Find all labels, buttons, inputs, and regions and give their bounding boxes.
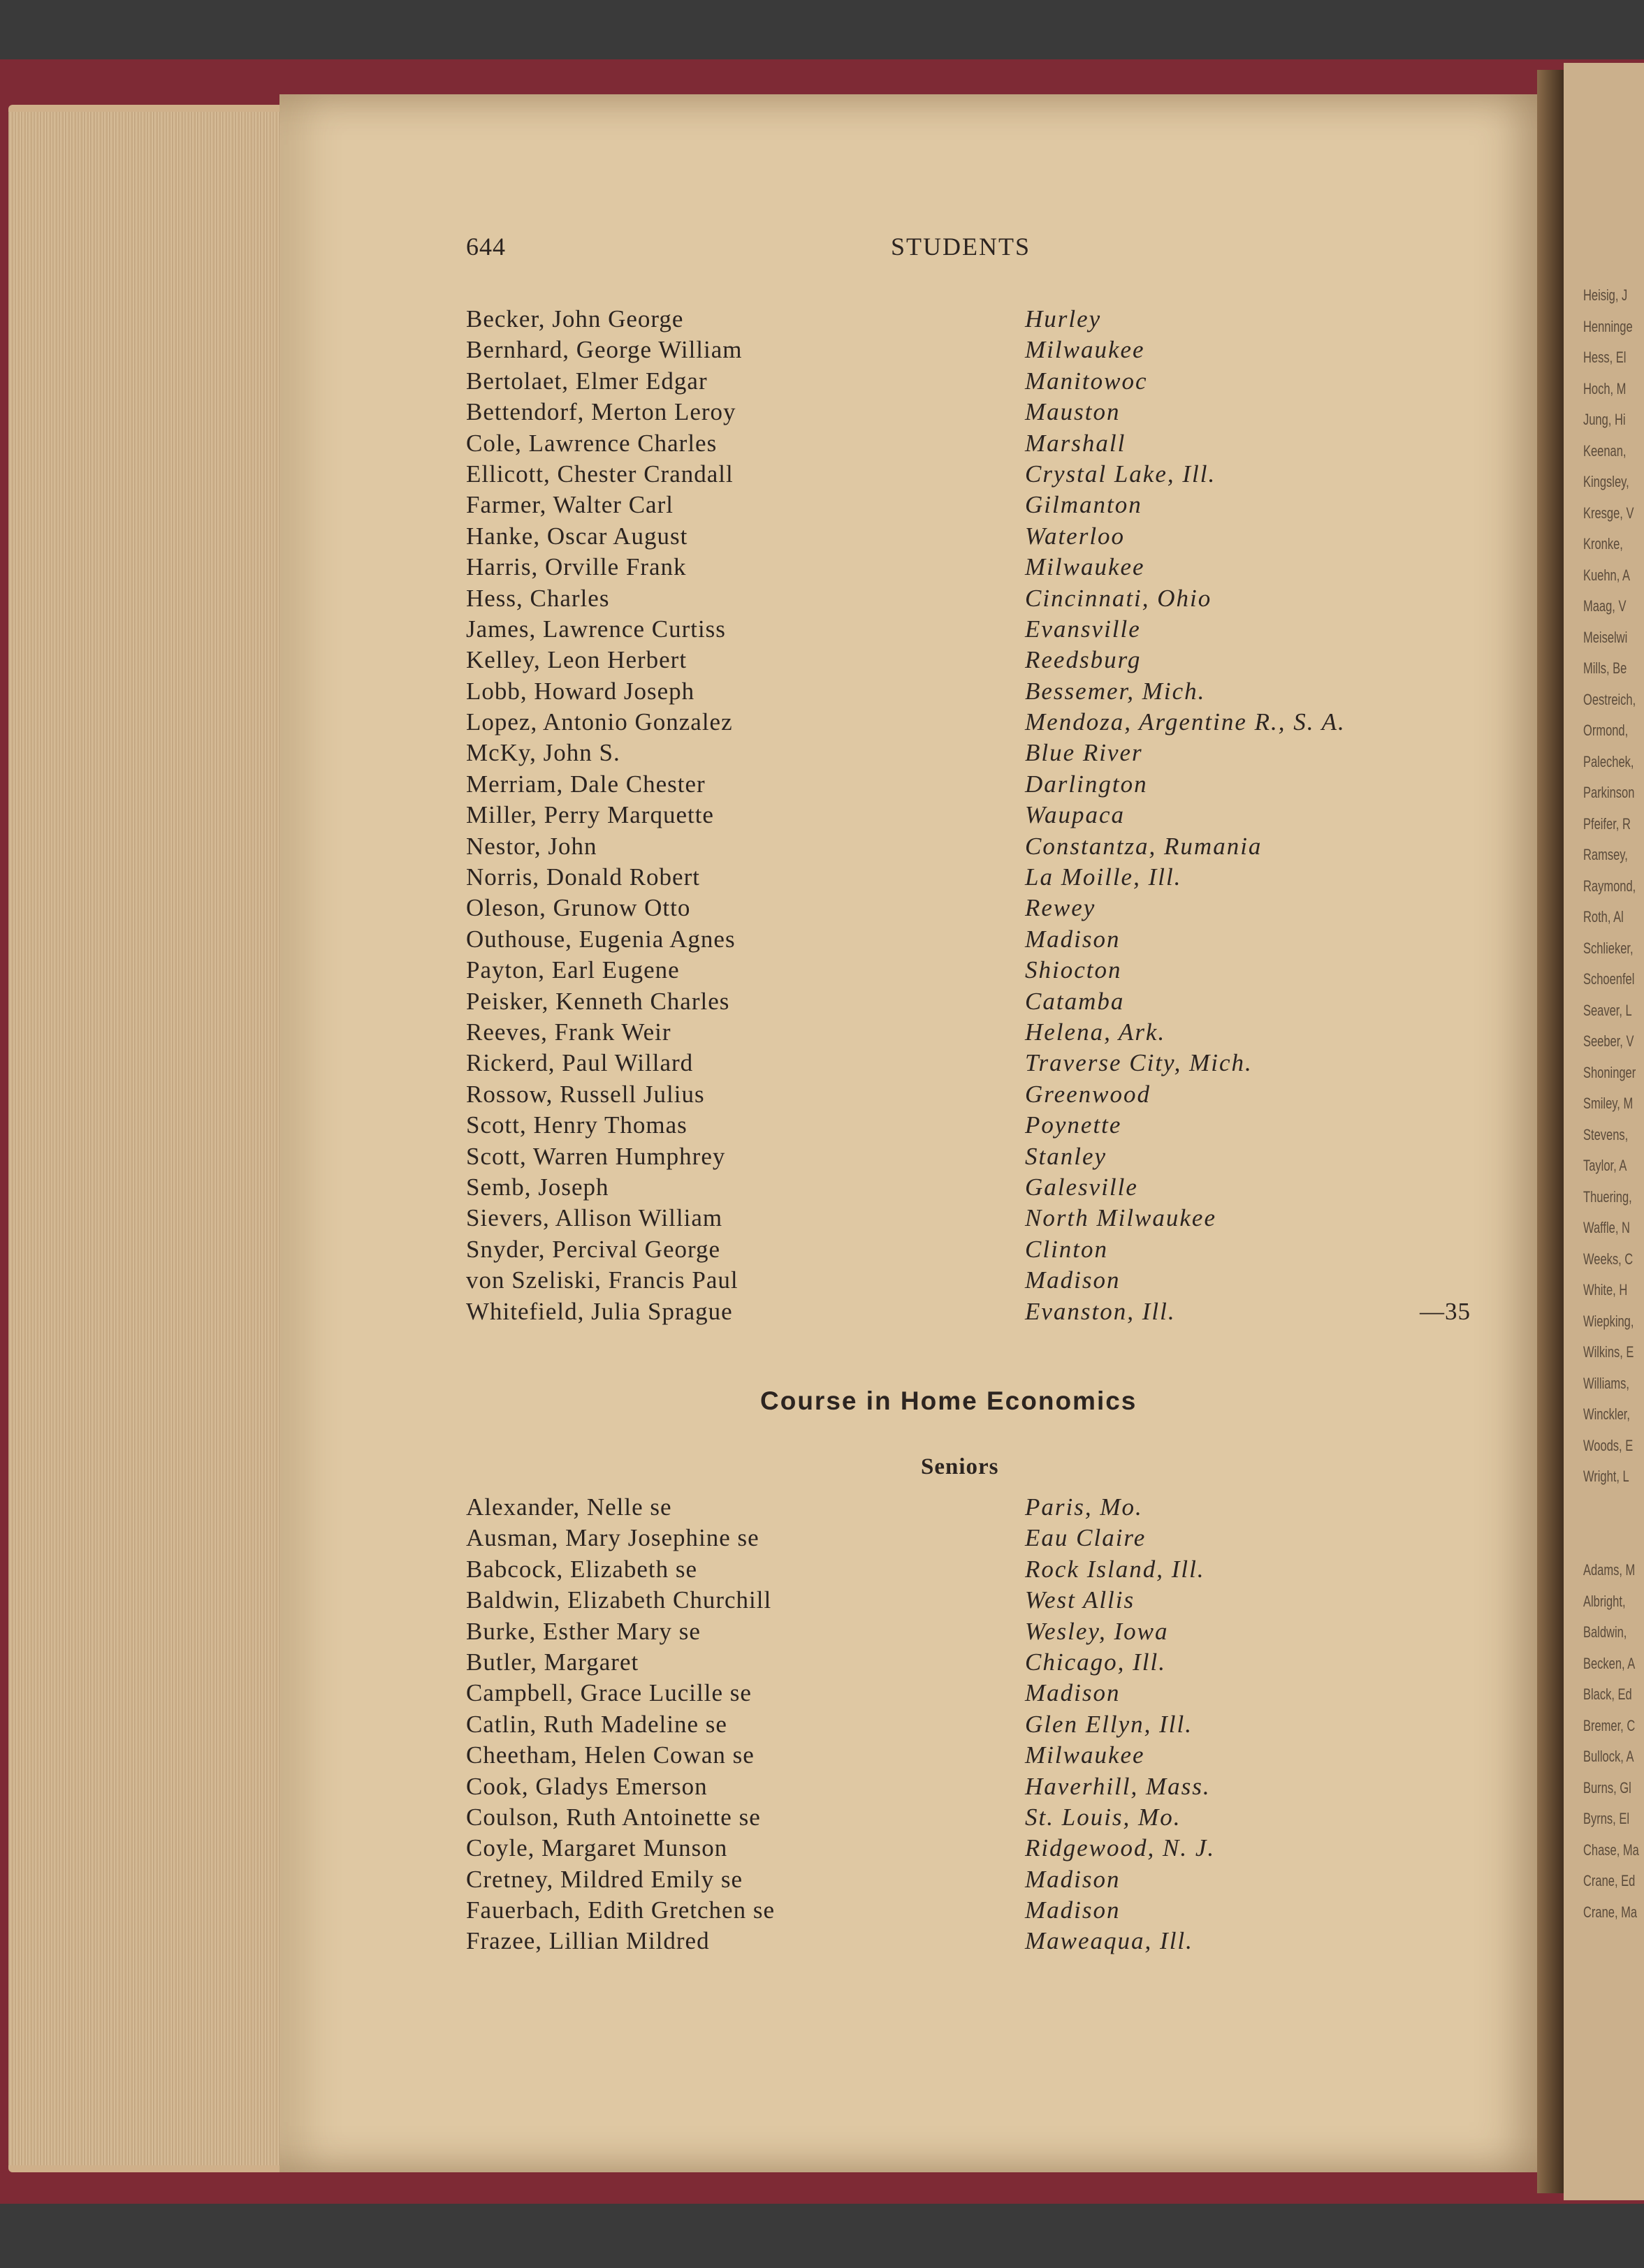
student-hometown: Madison — [1025, 925, 1121, 953]
next-page-text: Weeks, C — [1583, 1250, 1634, 1268]
list-item — [466, 1802, 1514, 1833]
student-hometown: Gilmanton — [1025, 491, 1142, 519]
next-page-text: Wright, L — [1583, 1468, 1629, 1485]
student-name: McKy, John S. — [466, 739, 620, 767]
list-item — [466, 831, 1514, 862]
next-page-text: Oestreich, — [1583, 690, 1636, 708]
next-page-text: Bullock, A — [1583, 1748, 1634, 1765]
next-page-text: Byrns, El — [1583, 1810, 1630, 1827]
student-hometown: Greenwood — [1025, 1080, 1151, 1108]
student-name: Rickerd, Paul Willard — [466, 1049, 694, 1077]
student-name: Fauerbach, Edith Gretchen se — [466, 1896, 776, 1924]
next-page-text: Hess, El — [1583, 349, 1627, 366]
list-item — [466, 1709, 1514, 1740]
student-hometown: Evanston, Ill. — [1025, 1297, 1176, 1325]
next-page-text: Raymond, — [1583, 877, 1636, 895]
group-count: —35 — [1420, 1297, 1471, 1325]
list-item — [466, 1740, 1514, 1771]
student-hometown: Wesley, Iowa — [1025, 1617, 1169, 1645]
student-name: Snyder, Percival George — [466, 1235, 721, 1263]
student-hometown: Galesville — [1025, 1173, 1138, 1201]
student-hometown: Clinton — [1025, 1235, 1109, 1263]
student-name: Babcock, Elizabeth se — [466, 1555, 698, 1583]
next-page-text: Seaver, L — [1583, 1001, 1632, 1019]
next-page-text: Kingsley, — [1583, 473, 1629, 490]
student-name: Oleson, Grunow Otto — [466, 894, 691, 922]
list-item — [466, 428, 1514, 459]
student-name: Butler, Margaret — [466, 1648, 639, 1676]
student-hometown: Rewey — [1025, 894, 1096, 922]
student-hometown: Evansville — [1025, 615, 1141, 643]
next-page-text: Palechek, — [1583, 752, 1634, 770]
student-name: Lopez, Antonio Gonzalez — [466, 708, 733, 736]
list-item — [466, 1048, 1514, 1078]
list-item — [466, 676, 1514, 707]
student-name: Coulson, Ruth Antoinette se — [466, 1803, 761, 1831]
student-hometown: Madison — [1025, 1896, 1121, 1924]
next-page-text: Jung, Hi — [1583, 411, 1626, 428]
student-name: Harris, Orville Frank — [466, 553, 687, 581]
next-page-text: Woods, E — [1583, 1436, 1634, 1454]
student-name: Cheetham, Helen Cowan se — [466, 1741, 755, 1769]
student-name: Hess, Charles — [466, 584, 610, 612]
sub-heading: Seniors — [921, 1454, 999, 1479]
student-name: Frazee, Lillian Mildred — [466, 1927, 710, 1955]
list-item — [466, 1110, 1514, 1141]
student-name: James, Lawrence Curtiss — [466, 615, 726, 643]
seniors-list — [466, 1492, 1514, 1957]
list-item — [466, 1296, 1514, 1327]
page-number: 644 — [466, 233, 506, 261]
next-page-text: Burns, Gl — [1583, 1778, 1631, 1797]
list-item — [466, 1203, 1514, 1234]
next-page-text: Roth, Al — [1583, 908, 1624, 926]
next-page-text: Heisig, J — [1583, 286, 1628, 304]
list-item — [466, 645, 1514, 675]
student-hometown: North Milwaukee — [1025, 1204, 1216, 1232]
student-name: Payton, Earl Eugene — [466, 956, 680, 984]
student-hometown: Cincinnati, Ohio — [1025, 584, 1212, 612]
next-page-text: Kronke, — [1583, 535, 1623, 553]
next-page-text: Schoenfel — [1583, 970, 1635, 988]
list-item — [466, 1141, 1514, 1172]
student-name: Baldwin, Elizabeth Churchill — [466, 1586, 772, 1614]
student-hometown: Milwaukee — [1025, 1741, 1145, 1769]
next-page-text: Keenan, — [1583, 441, 1627, 460]
list-item — [466, 552, 1514, 583]
student-hometown: West Allis — [1025, 1586, 1135, 1614]
student-hometown: Glen Ellyn, Ill. — [1025, 1710, 1193, 1738]
next-page-text: Hoch, M — [1583, 379, 1627, 397]
student-name: Sievers, Allison William — [466, 1204, 723, 1232]
student-hometown: Blue River — [1025, 739, 1143, 767]
list-item — [466, 924, 1514, 955]
next-page-text: Chase, Ma — [1583, 1841, 1639, 1859]
next-page-text: Meiselwi — [1583, 628, 1628, 646]
next-page-text: Wiepking, — [1583, 1312, 1634, 1330]
student-name: Peisker, Kenneth Charles — [466, 987, 730, 1015]
student-hometown: Milwaukee — [1025, 553, 1145, 581]
student-name: Farmer, Walter Carl — [466, 491, 674, 519]
list-item — [466, 1895, 1514, 1926]
student-hometown: Waupaca — [1025, 801, 1125, 829]
student-name: Semb, Joseph — [466, 1173, 609, 1201]
list-item — [466, 955, 1514, 986]
list-item — [466, 893, 1514, 923]
list-item — [466, 1585, 1514, 1616]
student-name: Ausman, Mary Josephine se — [466, 1524, 759, 1552]
student-name: Norris, Donald Robert — [466, 863, 700, 891]
student-name: Scott, Warren Humphrey — [466, 1142, 726, 1170]
next-page-text: Bremer, C — [1583, 1716, 1636, 1734]
student-name: Lobb, Howard Joseph — [466, 677, 695, 705]
list-item — [466, 862, 1514, 893]
list-item — [466, 1492, 1514, 1523]
next-page-text: Shoninger — [1583, 1063, 1636, 1081]
student-hometown: Shiocton — [1025, 956, 1122, 984]
list-item — [466, 583, 1514, 614]
next-page-text: Winckler, — [1583, 1405, 1630, 1423]
list-item — [466, 1554, 1514, 1585]
next-page-text: Seeber, V — [1583, 1032, 1634, 1050]
student-name: Merriam, Dale Chester — [466, 770, 706, 798]
student-hometown: Mauston — [1025, 398, 1121, 426]
next-page-text: Williams, — [1583, 1374, 1629, 1392]
student-name: Bertolaet, Elmer Edgar — [466, 367, 708, 395]
list-item — [466, 1616, 1514, 1647]
list-item — [466, 1523, 1514, 1553]
list-item — [466, 1678, 1514, 1709]
list-item — [466, 614, 1514, 645]
next-page-text: Waffle, N — [1583, 1219, 1630, 1236]
next-page-text: Becken, A — [1583, 1654, 1636, 1672]
student-name: Bernhard, George William — [466, 336, 743, 364]
student-hometown: Bessemer, Mich. — [1025, 677, 1206, 705]
next-page-text: Mills, Be — [1583, 659, 1627, 677]
student-name: von Szeliski, Francis Paul — [466, 1266, 739, 1294]
list-item — [466, 1926, 1514, 1956]
next-page-fragment — [1564, 63, 1644, 2200]
list-item — [466, 986, 1514, 1017]
next-page-text: Wilkins, E — [1583, 1343, 1634, 1361]
student-hometown: Madison — [1025, 1679, 1121, 1707]
list-item — [466, 738, 1514, 768]
list-item — [466, 1017, 1514, 1048]
student-hometown: Poynette — [1025, 1111, 1122, 1139]
student-name: Burke, Esther Mary se — [466, 1617, 701, 1645]
student-name: Rossow, Russell Julius — [466, 1080, 705, 1108]
student-hometown: Milwaukee — [1025, 336, 1145, 364]
next-page-text: Baldwin, — [1583, 1623, 1627, 1641]
list-item — [466, 521, 1514, 552]
student-name: Scott, Henry Thomas — [466, 1111, 688, 1139]
student-name: Outhouse, Eugenia Agnes — [466, 925, 736, 953]
list-item — [466, 366, 1514, 397]
next-page-text: Taylor, A — [1583, 1157, 1627, 1174]
list-item — [466, 397, 1514, 427]
student-name: Miller, Perry Marquette — [466, 801, 714, 829]
student-hometown: Waterloo — [1025, 522, 1126, 550]
page-edges — [8, 112, 288, 2165]
list-item — [466, 490, 1514, 520]
next-page-text: White, H — [1583, 1281, 1628, 1298]
student-hometown: Darlington — [1025, 770, 1148, 798]
next-page-text: Smiley, M — [1583, 1095, 1634, 1112]
student-hometown: Paris, Mo. — [1025, 1493, 1143, 1521]
student-name: Becker, John George — [466, 305, 684, 332]
student-name: Cretney, Mildred Emily se — [466, 1865, 743, 1893]
list-item — [466, 1079, 1514, 1110]
next-page-text: Pfeifer, R — [1583, 814, 1631, 833]
student-hometown: La Moille, Ill. — [1025, 863, 1182, 891]
student-hometown: Marshall — [1025, 429, 1126, 457]
list-item — [466, 707, 1514, 738]
student-hometown: Haverhill, Mass. — [1025, 1772, 1211, 1800]
next-page-text: Maag, V — [1583, 597, 1627, 615]
student-hometown: Crystal Lake, Ill. — [1025, 460, 1216, 488]
next-page-text: Adams, M — [1583, 1561, 1636, 1579]
list-item — [466, 1234, 1514, 1265]
running-head: STUDENTS — [891, 233, 1031, 261]
student-hometown: Madison — [1025, 1266, 1121, 1294]
list-item — [466, 1172, 1514, 1203]
student-hometown: Madison — [1025, 1865, 1121, 1893]
student-hometown: Mendoza, Argentine R., S. A. — [1025, 708, 1346, 736]
student-name: Campbell, Grace Lucille se — [466, 1679, 752, 1707]
student-hometown: Eau Claire — [1025, 1524, 1147, 1552]
list-item — [466, 335, 1514, 365]
student-hometown: Reedsburg — [1025, 646, 1142, 674]
student-hometown: Helena, Ark. — [1025, 1018, 1166, 1046]
student-hometown: Manitowoc — [1025, 367, 1148, 395]
student-hometown: Chicago, Ill. — [1025, 1648, 1166, 1676]
list-item — [466, 1771, 1514, 1802]
student-list — [466, 304, 1514, 1327]
student-hometown: Traverse City, Mich. — [1025, 1049, 1253, 1077]
next-page-text: Henninge — [1583, 317, 1633, 335]
list-item — [466, 800, 1514, 831]
next-page-text: Albright, — [1583, 1592, 1626, 1610]
student-hometown: Maweaqua, Ill. — [1025, 1927, 1193, 1955]
next-page-text: Parkinson — [1583, 784, 1635, 801]
student-name: Hanke, Oscar August — [466, 522, 688, 550]
student-hometown: St. Louis, Mo. — [1025, 1803, 1181, 1831]
student-name: Kelley, Leon Herbert — [466, 646, 688, 674]
list-item — [466, 304, 1514, 335]
student-name: Reeves, Frank Weir — [466, 1018, 671, 1046]
next-page-text: Ramsey, — [1583, 846, 1628, 863]
next-page-text: Kuehn, A — [1583, 566, 1630, 584]
student-name: Whitefield, Julia Sprague — [466, 1297, 733, 1325]
book-gutter — [1537, 70, 1565, 2193]
student-name: Nestor, John — [466, 832, 597, 860]
next-page-text: Ormond, — [1583, 722, 1629, 739]
student-name: Alexander, Nelle se — [466, 1493, 672, 1521]
student-name: Coyle, Margaret Munson — [466, 1834, 728, 1862]
list-item — [466, 1833, 1514, 1864]
student-hometown: Rock Island, Ill. — [1025, 1555, 1205, 1583]
student-hometown: Hurley — [1025, 305, 1102, 332]
next-page-text: Thuering, — [1583, 1187, 1632, 1206]
list-item — [466, 1265, 1514, 1296]
student-hometown: Ridgewood, N. J. — [1025, 1834, 1216, 1862]
next-page-text: Stevens, — [1583, 1125, 1629, 1143]
student-name: Cole, Lawrence Charles — [466, 429, 718, 457]
list-item — [466, 1864, 1514, 1895]
section-heading: Course in Home Economics — [760, 1387, 1137, 1415]
student-name: Catlin, Ruth Madeline se — [466, 1710, 727, 1738]
student-name: Bettendorf, Merton Leroy — [466, 398, 736, 426]
student-name: Cook, Gladys Emerson — [466, 1772, 708, 1800]
list-item — [466, 769, 1514, 800]
next-page-text: Schlieker, — [1583, 939, 1634, 957]
student-hometown: Catamba — [1025, 987, 1125, 1015]
list-item — [466, 1647, 1514, 1678]
next-page-text: Black, Ed — [1583, 1685, 1632, 1703]
next-page-text: Crane, Ed — [1583, 1872, 1636, 1889]
student-name: Ellicott, Chester Crandall — [466, 460, 734, 488]
next-page-text: Kresge, V — [1583, 504, 1634, 522]
list-item — [466, 459, 1514, 490]
next-page-text: Crane, Ma — [1583, 1903, 1638, 1921]
student-hometown: Stanley — [1025, 1142, 1107, 1170]
student-hometown: Constantza, Rumania — [1025, 832, 1263, 860]
